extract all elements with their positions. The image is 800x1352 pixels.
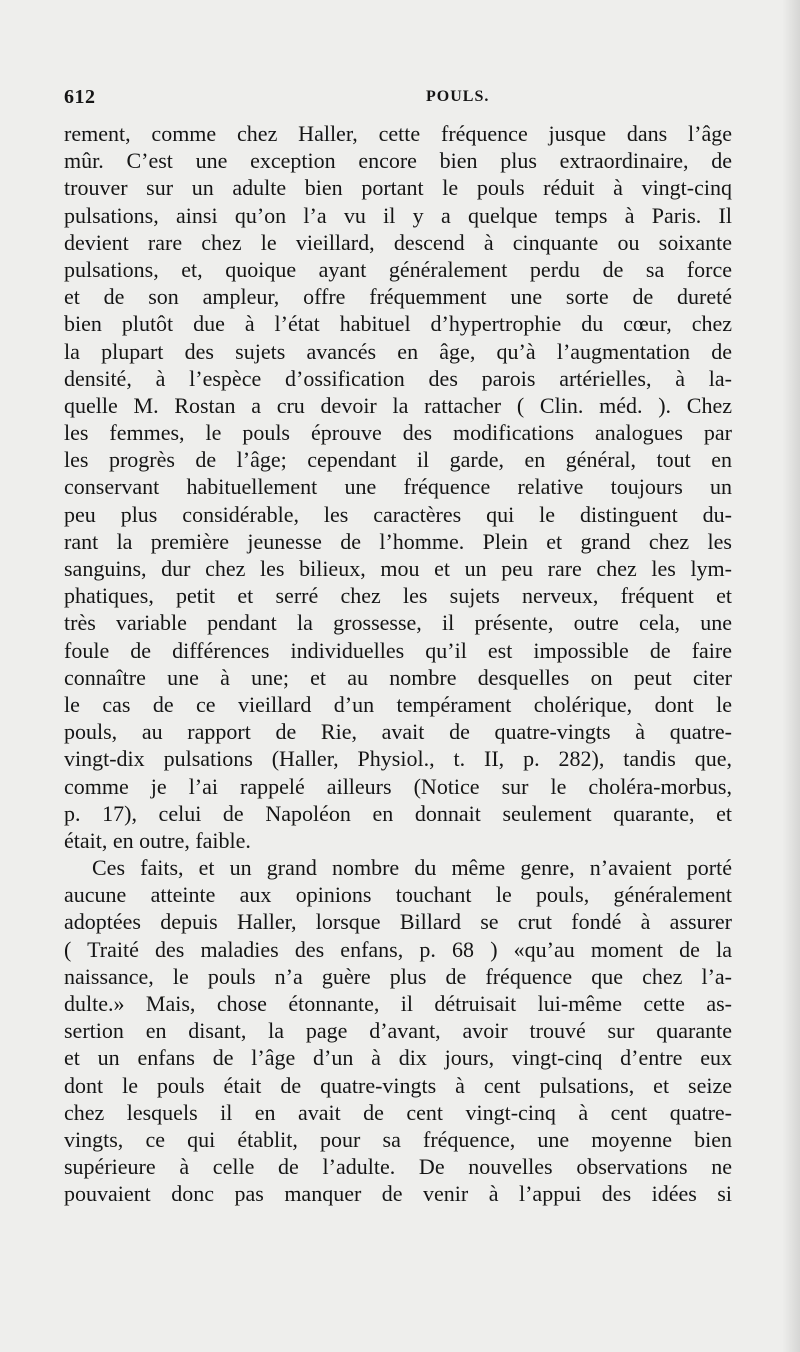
text-line: ( Traité des maladies des enfans, p. 68 ) «qu’au moment de la (64, 936, 732, 962)
text-line: phatiques, petit et serré chez les sujets nerveux, fréquent et (64, 583, 732, 609)
text-line: supérieure à celle de l’adulte. De nouvelles observations ne (64, 1154, 732, 1180)
page-header (64, 86, 732, 116)
text-line: bien plutôt due à l’état habituel d’hypertrophie du cœur, chez (64, 311, 732, 337)
text-line: trouver sur un adulte bien portant le pouls réduit à vingt-cinq (64, 175, 732, 201)
text-line: rement, comme chez Haller, cette fréquence jusque dans l’âge (64, 121, 732, 146)
text-line: les progrès de l’âge; cependant il garde, en général, tout en (64, 447, 732, 473)
text-line: le cas de ce vieillard d’un tempérament cholérique, dont le (64, 691, 732, 717)
spine-shadow (782, 0, 800, 1352)
text-line: connaître une à une; et au nombre desquelles on peut citer (64, 664, 732, 690)
text-line: comme je l’ai rappelé ailleurs (Notice sur le choléra-morbus, (64, 773, 732, 799)
text-line: peu plus considérable, les caractères qui le distinguent du- (64, 501, 732, 527)
text-line: adoptées depuis Haller, lorsque Billard se crut fondé à assurer (64, 909, 732, 935)
page-number: 612 (64, 86, 96, 108)
text-line: très variable pendant la grossesse, il présente, outre cela, une (64, 610, 732, 636)
text-line: mûr. C’est une exception encore bien plus extraordinaire, de (64, 148, 732, 174)
running-head: POULS. (426, 88, 490, 105)
text-line: vingts, ce qui établit, pour sa fréquence, une moyenne bien (64, 1126, 732, 1152)
text-line: pulsations, ainsi qu’on l’a vu il y a quelque temps à Paris. Il (64, 202, 732, 228)
text-line: pouls, au rapport de Rie, avait de quatre-vingts à quatre- (64, 719, 732, 745)
text-line: dulte.» Mais, chose étonnante, il détruisait lui-même cette as- (64, 991, 732, 1016)
text-line: densité, à l’espèce d’ossification des parois artérielles, à la- (64, 365, 732, 391)
paragraph-start-line: Ces faits, et un grand nombre du même genre, n’avaient porté (92, 855, 732, 881)
text-line: conservant habituellement une fréquence relative toujours un (64, 474, 732, 500)
text-line: aucune atteinte aux opinions touchant le pouls, généralement (64, 882, 732, 908)
paragraph-end-line: était, en outre, faible. (64, 827, 251, 853)
text-line: et de son ampleur, offre fréquemment une sorte de dureté (64, 284, 732, 310)
text-line: devient rare chez le vieillard, descend à cinquante ou soixante (64, 229, 732, 255)
text-line: p. 17), celui de Napoléon en donnait seulement quarante, et (64, 800, 732, 826)
text-line: sertion en disant, la page d’avant, avoir trouvé sur quarante (64, 1018, 732, 1044)
text-line: et un enfans de l’âge d’un à dix jours, vingt-cinq d’entre eux (64, 1045, 732, 1071)
text-line: pulsations, et, quoique ayant généralement perdu de sa force (64, 256, 732, 282)
text-line: naissance, le pouls n’a guère plus de fréquence que chez l’a- (64, 963, 732, 989)
text-line: sanguins, dur chez les bilieux, mou et un peu rare chez les lym- (64, 556, 732, 581)
text-line: foule de différences individuelles qu’il est impossible de faire (64, 637, 732, 663)
text-line: la plupart des sujets avancés en âge, qu’à l’augmentation de (64, 338, 732, 364)
text-line: chez lesquels il en avait de cent vingt-cinq à cent quatre- (64, 1099, 732, 1125)
text-line: pouvaient donc pas manquer de venir à l’appui des idées si (64, 1181, 732, 1207)
text-line: dont le pouls était de quatre-vingts à cent pulsations, et seize (64, 1072, 732, 1098)
text-line: quelle M. Rostan a cru devoir la rattacher ( Clin. méd. ). Chez (64, 392, 732, 418)
text-line: les femmes, le pouls éprouve des modifications analogues par (64, 420, 732, 446)
body-text (64, 120, 732, 1208)
text-line: rant la première jeunesse de l’homme. Plein et grand chez les (64, 528, 732, 554)
text-line: vingt-dix pulsations (Haller, Physiol., t. II, p. 282), tandis que, (64, 746, 732, 772)
